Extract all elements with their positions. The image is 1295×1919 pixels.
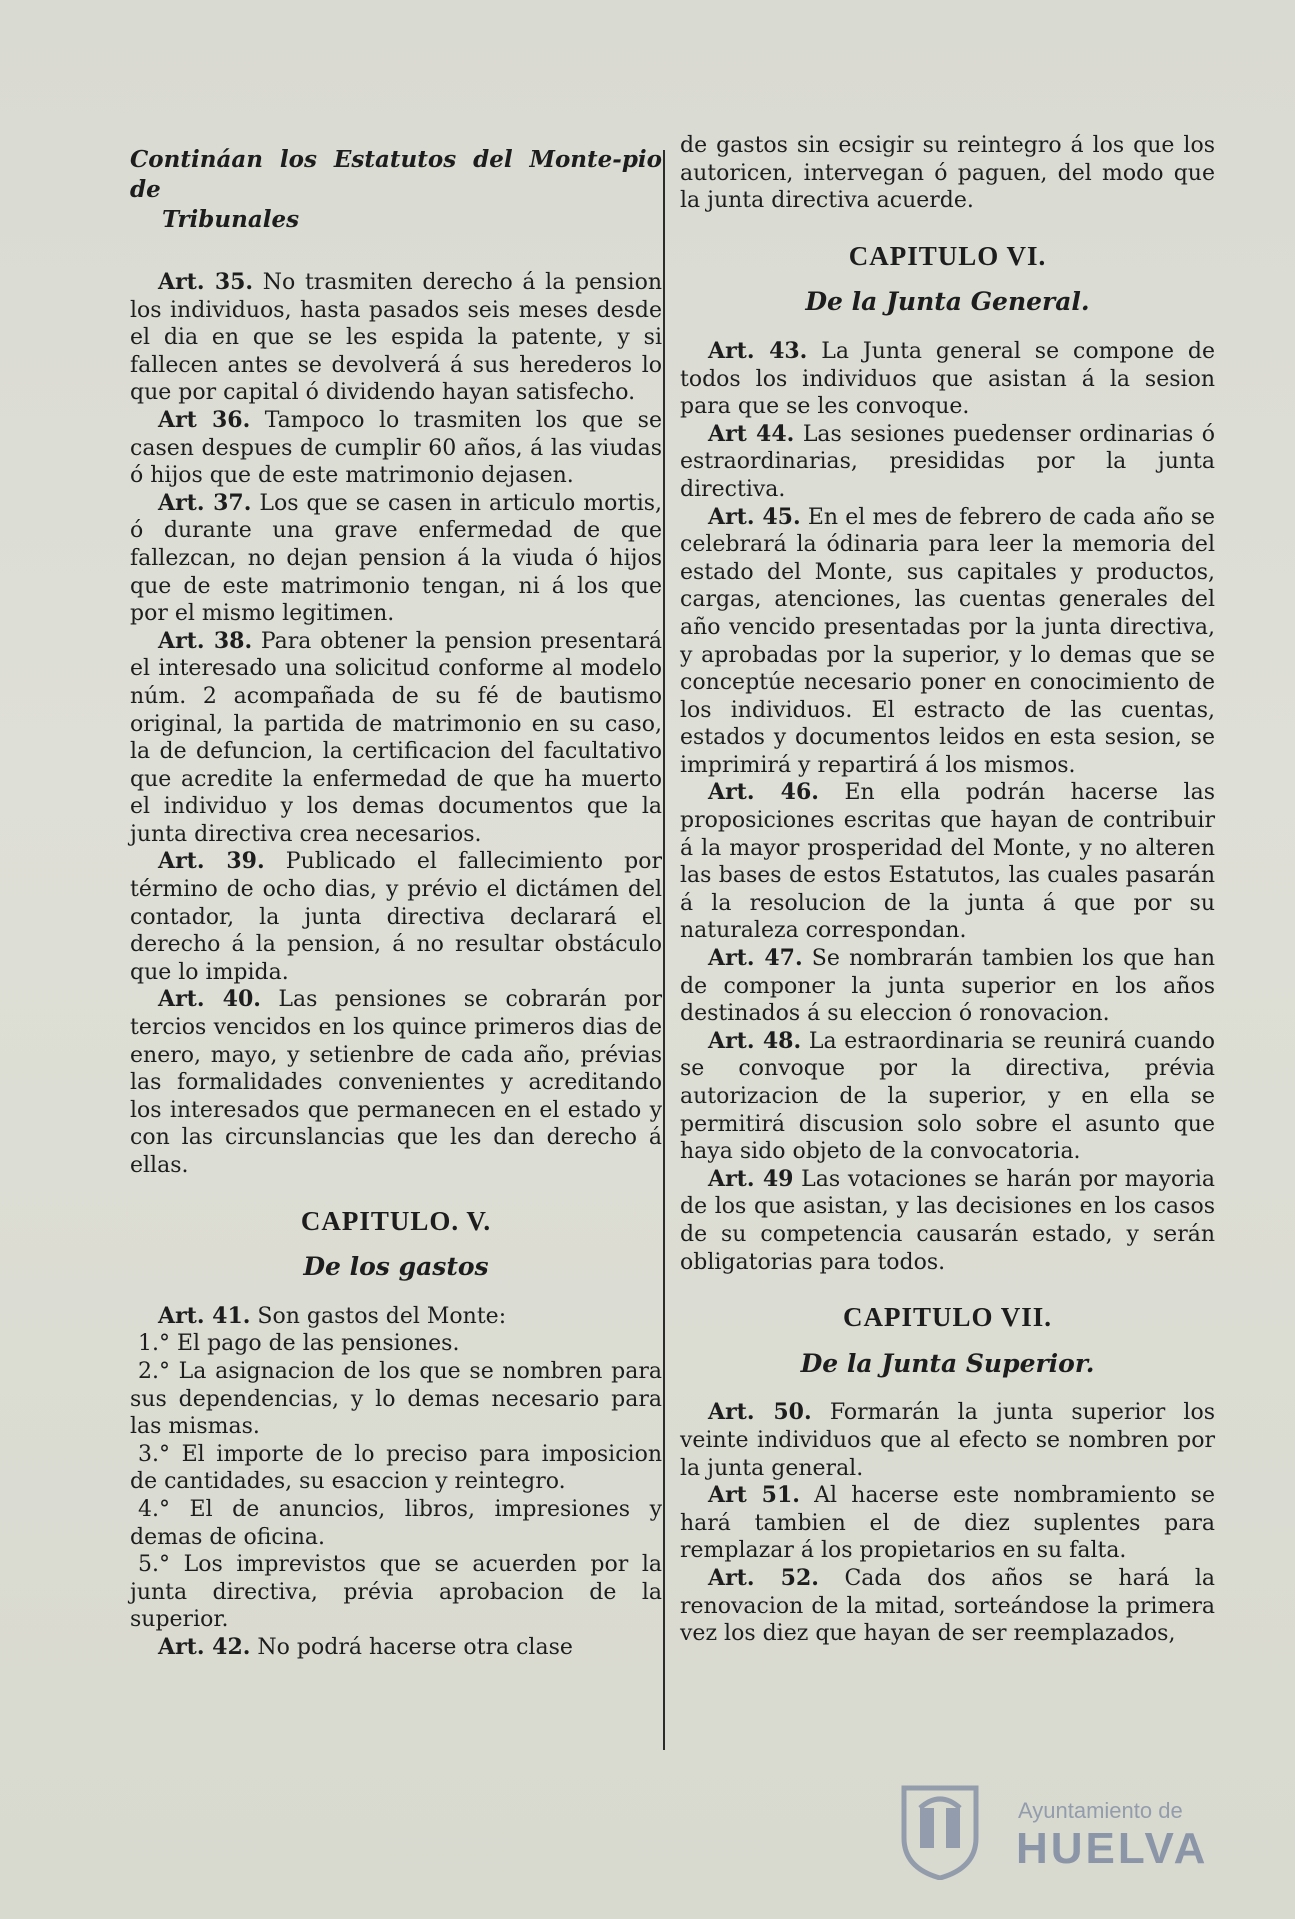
article-39: Art. 39. Publicado el fallecimiento por término de ocho dias, y prévio el dictámen del contador, la junta directiva declarará el derecho á la pension, á no resultar obstáculo que lo impida. [130, 848, 663, 985]
article-35: Art. 35. No trasmiten derecho á la pension los individuos, hasta pasados seis meses desde el dia en que se les espida la patente, y si fallecen antes se devolverá á sus herederos lo que por capital ó dividendo hayan satisfecho. [130, 269, 663, 406]
right-column [680, 132, 1215, 1648]
ayuntamiento-watermark [898, 1780, 1218, 1880]
list-item: 1.° El pago de las pensiones. [138, 1331, 460, 1357]
chapter-subtitle-6: De la Junta General. [805, 287, 1090, 317]
chapter-heading-6: CAPITULO VI. [848, 240, 1047, 271]
article-44: Art 44. Las sesiones puedenser ordinarias ó estraordinarias, presididas por la junta directiva. [680, 420, 1215, 502]
article-50: Art. 50. Formarán la junta superior los veinte individuos que al efecto se nombren por la junta general. [680, 1399, 1216, 1481]
list-item: 2.° La asignacion de los que se nombren para sus dependencias, y lo demas necesario para las mismas. [130, 1358, 662, 1440]
article-42-continuation: de gastos sin ecsigir su reintegro á los que los autoricen, intervegan ó paguen, del modo que la junta directiva acuerde. [680, 133, 1215, 214]
article-49: Art. 49 Las votaciones se harán por mayoria de los que asistan, y las decisiones en los casos de su competencia causarán estado, y serán obligatorias para todos. [680, 1165, 1215, 1275]
list-item: 3.° El importe de lo preciso para imposicion de cantidades, su esaccion y reintegro. [130, 1441, 662, 1495]
article-36: Art 36. Tampoco lo trasmiten los que se casen despues de cumplir 60 años, á las viudas ó hijos que de este matrimonio dejasen. [130, 406, 662, 489]
chapter-subtitle-5: De los gastos [303, 1252, 489, 1282]
article-41: Art. 41. Son gastos del Monte: [158, 1302, 507, 1329]
watermark-line2: HUELVA [1016, 1824, 1209, 1873]
article-38: Art. 38. Para obtener la pension presentará el interesado una solicitud conforme al modelo núm. 2 acompañada de su fé de bautismo original, la partida de matrimonio en su caso, la de defuncion, la certificacion del facultativo que acredite la enfermedad de que ha muerto el individuo y los demas documentos que la junta directiva crea necesarios. [130, 627, 663, 847]
expense-list [130, 1330, 662, 1634]
article-47: Art. 47. Se nombrarán tambien los que han de componer la junta superior en los años destinados á su eleccion ó ronovacion. [680, 945, 1215, 1027]
article-45: Art. 45. En el mes de febrero de cada año se celebrará la ódinaria para leer la memoria del estado del Monte, sus capitales y productos, cargas, atenciones, las cuentas generales del año vencido presentadas por la junta directiva, y aprobadas por la superior, y lo demas que se conceptúe necesario poner en conocimiento de los individuos. El estracto de las cuentas, estados y documentos leidos en esta sesion, se imprimirá y repartirá á los mismos. [680, 503, 1216, 778]
chapter-subtitle-7: De la Junta Superior. [800, 1348, 1095, 1378]
article-43: Art. 43. La Junta general se compone de todos los individuos que asistan á la sesion para que se les convoque. [680, 337, 1215, 420]
list-item: 5.° Los imprevistos que se acuerden por la junta directiva, prévia aprobacion de la superior. [130, 1552, 662, 1633]
running-head [130, 145, 662, 235]
article-48: Art. 48. La estraordinaria se reunirá cuando se convoque por la directiva, prévia autorizacion de la superior, y en ella se permitirá discusion solo sobre el asunto que haya sido objeto de la convocatoria. [680, 1027, 1215, 1165]
left-column [130, 135, 662, 1662]
chapter-heading-7: CAPITULO VII. [842, 1302, 1053, 1333]
running-head-line1: Contináan los Estatutos del Monte-pio de [130, 146, 662, 203]
article-52: Art. 52. Cada dos años se hará la renovacion de la mitad, sorteándose la primera vez los diez que hayan de ser reemplazados, [680, 1564, 1215, 1647]
shield-icon [898, 1780, 982, 1880]
chapter-heading-5: CAPITULO. V. [300, 1205, 492, 1236]
running-head-line2: Tribunales [162, 206, 300, 233]
article-42: Art. 42. No podrá hacerse otra clase [158, 1633, 573, 1660]
column-divider [663, 150, 665, 1750]
article-40: Art. 40. Las pensiones se cobrarán por tercios vencidos en los quince primeros dias de enero, mayo, y setienbre de cada año, prévias las formalidades convenientes y acreditando los interesados que permanecen en el estado y con las circunslancias que les dan derecho á ellas. [130, 986, 662, 1178]
article-46: Art. 46. En ella podrán hacerse las proposiciones escritas que hayan de contribuir á la mayor prosperidad del Monte, y no alteren las bases de estos Estatutos, las cuales pasarán á la resolucion de la junta á que por su naturaleza correspondan. [680, 779, 1216, 944]
list-item: 4.° El de anuncios, libros, impresiones y demas de oficina. [130, 1496, 662, 1550]
watermark-line1: Ayuntamiento de [1018, 1798, 1183, 1823]
article-51: Art 51. Al hacerse este nombramiento se hará tambien el de diez suplentes para remplazar á los propietarios en su falta. [680, 1482, 1215, 1564]
article-37: Art. 37. Los que se casen in articulo mortis, ó durante una grave enfermedad de que fallezcan, no dejan pension á la viuda ó hijos que de este matrimonio tengan, ni á los que por el mismo legitimen. [130, 489, 663, 627]
